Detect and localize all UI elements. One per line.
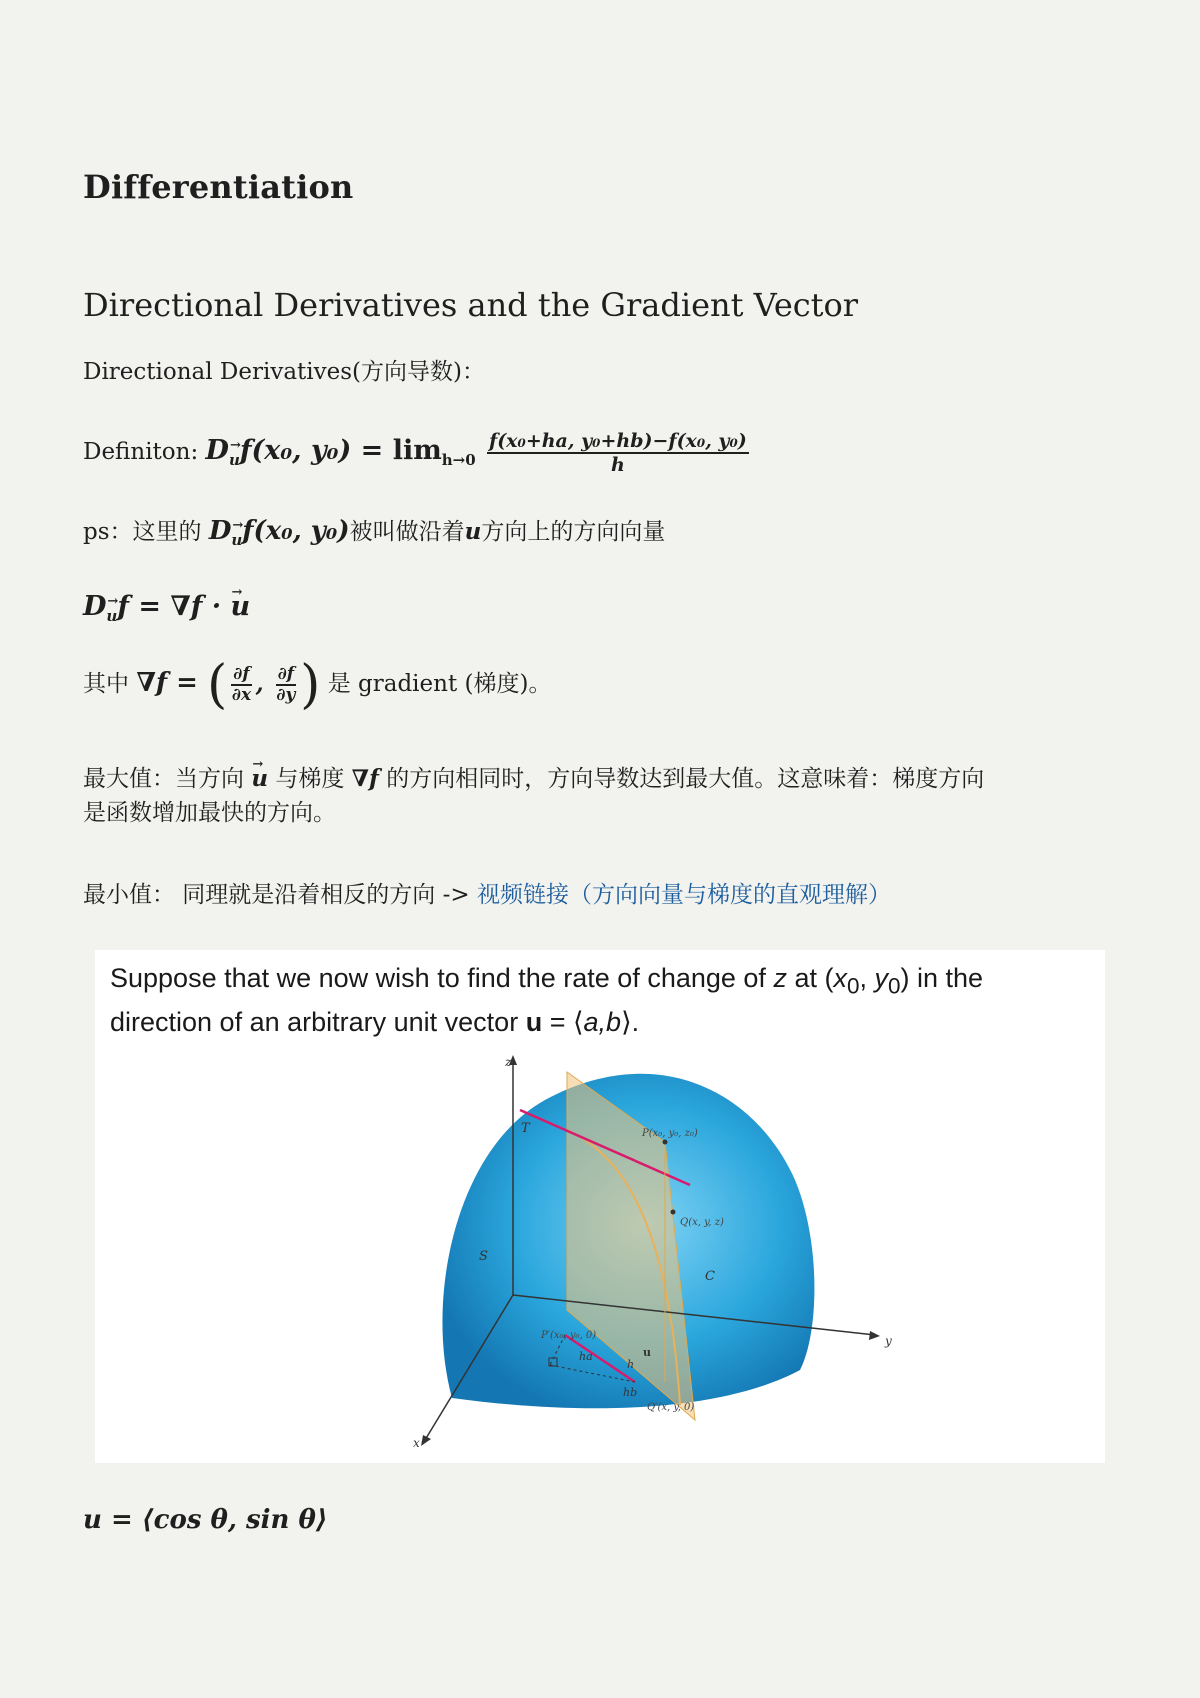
gradient-line: 其中 ∇f = ( $\frac{\partial f}{\partial x}$ , $\frac{\partial f}{\partial y}$ ) 是 gradient (梯度)。 [83,655,552,715]
ps-prefix: ps：这里的 [83,519,209,545]
max-value-paragraph: 最大值：当方向 → u 与梯度 ∇f 的方向相同时，方向导数达到最大值。这意味着：梯度方向 是函数增加最快的方向。 [83,762,1123,830]
section-title: Differentiation [83,168,354,206]
point-p-label: P(x₀, y₀, z₀) [642,1128,698,1139]
point-p-prime-label: P′(x₀, y₀, 0) [541,1330,597,1341]
partial-x-fraction: $\frac{\partial f}{\partial x}$ [231,664,252,705]
definition-label: Definiton: [83,439,206,465]
limit-symbol: lim [392,435,442,466]
ps-math: D→ uf(x₀, y₀) [209,516,350,546]
definition-line [83,430,753,477]
point-q-label: Q(x, y, z) [680,1217,724,1228]
definition-fraction [487,430,749,476]
limit-subscript: h→0 [441,451,476,469]
video-link[interactable]: 视频链接（方向向量与梯度的直观理解） [476,882,891,908]
directional-derivative-figure [95,950,1105,1463]
x-axis-label: x [413,1436,420,1450]
subsection-title: Directional Derivatives and the Gradient Vector [83,286,859,324]
figure-caption: Suppose that we now wish to find the rate of change of z at ($x_0$, $y_0$) in the direction of an arbitrary unit vector u = ⟨a,b⟩. [110,963,984,1038]
y-axis-label: y [885,1334,892,1348]
ps-suffix-a: 被叫做沿着 [349,519,465,545]
dot-product-formula: D→ uf = ∇f · → u [83,590,250,633]
definition-lhs: D→ uf(x₀, y₀) = [206,435,393,466]
ps-u: u [464,518,482,545]
ha-label: ha [579,1350,593,1363]
ps-line [83,514,665,557]
point-q-prime-label: Q′(x, y, 0) [647,1402,695,1413]
gradient-suffix: 是 gradient (梯度)。 [320,671,552,697]
min-prefix: 最小值： 同理就是沿着相反的方向 -> [83,882,477,908]
surface-label: S [479,1249,488,1264]
gradient-prefix: 其中 [83,671,137,697]
hb-label: hb [623,1386,638,1399]
left-paren: ( [206,655,228,715]
surface-diagram [95,950,1105,1463]
fraction-numerator: f(x₀+ha, y₀+hb)−f(x₀, y₀) [489,430,747,452]
min-value-line [83,878,891,912]
partial-y-fraction: $\frac{\partial f}{\partial y}$ [276,664,296,705]
gradient-nabla: ∇f = [136,668,207,698]
z-axis-label: z [505,1055,512,1069]
right-paren: ) [300,655,321,715]
fraction-denominator: h [610,454,625,476]
curve-label: C [705,1269,715,1284]
ps-suffix-b: 方向上的方向向量 [481,519,666,545]
tangent-label: T [521,1121,530,1136]
unit-vector-equation: u = ⟨cos θ, sin θ⟩ [83,1505,328,1535]
h-label: h [627,1358,635,1371]
directional-derivatives-label: Directional Derivatives(方向导数)： [83,359,485,385]
vector-u-label: u [643,1346,651,1359]
